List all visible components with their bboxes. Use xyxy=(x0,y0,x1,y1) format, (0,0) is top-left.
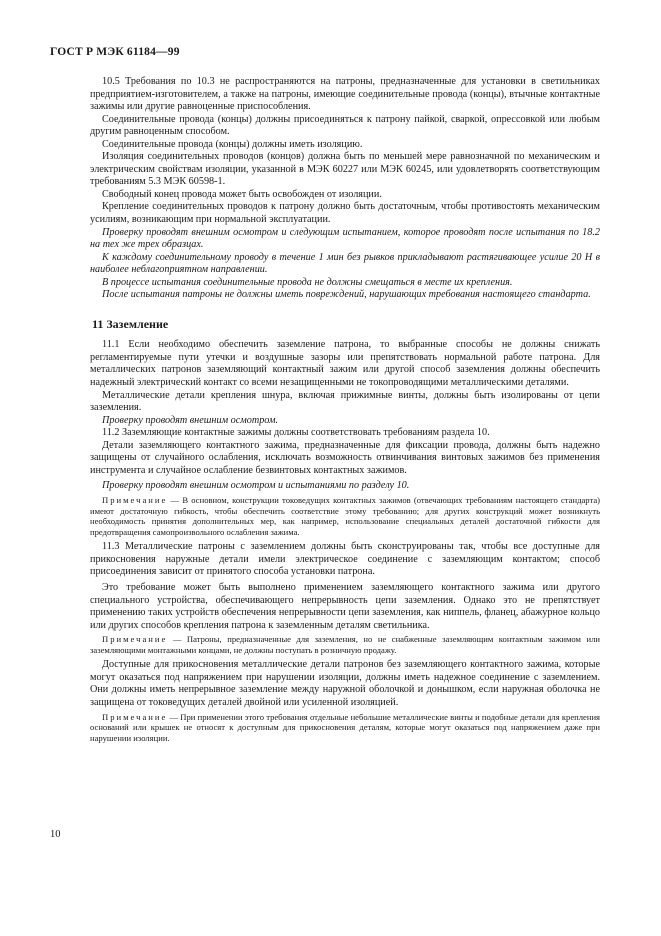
test-paragraph: В процессе испытания соединительные провода не должны смещаться в месте их крепления. xyxy=(102,276,513,288)
test-paragraph: После испытания патроны не должны иметь повреждений, нарушающих требования настоящего стандарта. xyxy=(102,289,591,301)
note-label: Примечание xyxy=(102,634,168,645)
note-label: Примечание xyxy=(102,494,168,505)
paragraph: 11.2 Заземляющие контактные зажимы должны соответствовать требованиям раздела 10. xyxy=(102,427,490,439)
paragraph: 10.5 Требования по 10.3 не распространяются на патроны, предназначенные для установки в светильниках предприятием-изготовителем, а также на патроны, имеющие соединительные провода (концы), втычные контактные зажимы или другие равноценные приспособления. xyxy=(90,76,600,113)
test-paragraph: Проверку проводят внешним осмотром. xyxy=(102,414,279,426)
note xyxy=(90,634,600,655)
paragraph: Крепление соединительных проводов к патрону должно быть достаточным, чтобы противостоять механическим усилиям, возникающим при нормальной эксплуатации. xyxy=(90,201,600,226)
paragraph: 11.1 Если необходимо обеспечить заземление патрона, то выбранные способы не должны снижать регламентируемые пути утечки и воздушные зазоры или препятствовать нормальной работе патрона. Для металлических патронов заземляющий контактный зажим или другой способ заземления должны обеспечить надежный электрический контакт со всеми незащищенными не токопроводящими металлическими деталями. xyxy=(90,339,600,389)
paragraph: Соединительные провода (концы) должны иметь изоляцию. xyxy=(102,138,363,150)
note-text: — Патроны, предназначенные для заземления, но не снабженные заземляющим контактным зажимом или заземляющими монтажными концами, не должны поступать в розничную продажу. xyxy=(90,634,600,655)
test-paragraph: Проверку проводят внешним осмотром и испытаниями по разделу 10. xyxy=(102,480,410,492)
paragraph: Доступные для прикосновения металлические детали патронов без заземляющего контактного зажима, которые могут оказаться под напряжением при нарушении изоляции, должны иметь надежное соединение с заземлением. Они должны иметь непрерывное заземление между наружной оболочкой и донышком, если наружная оболочка не защищена от токоведущих деталей двойной или усиленной изоляцией. xyxy=(90,659,600,708)
paragraph: Это требование может быть выполнено применением заземляющего контактного зажима или другого специального устройства, обеспечивающего непрерывность цепи заземления. Однако это не препятствует применению таких устройств обеспечения непрерывности цепи заземления, как ниппель, фланец, абажурное кольцо или других способов крепления патрона к заземленным деталям светильника. xyxy=(90,581,600,631)
paragraph: 11.3 Металлические патроны с заземлением должны быть сконструированы так, чтобы все доступные для прикосновения наружные детали имели электрическое соединение с заземляющим контактом; способ присоединения зависит от принятого способа установки патрона. xyxy=(90,541,600,578)
note xyxy=(90,495,600,537)
note-text: — В основном, конструкции токоведущих контактных зажимов (отвечающих требованиям настоящего стандарта) имеют достаточную гибкость, чтобы обеспечить соответствие этому требованию; для других конструкций может возникнуть необходимость принятия дополнительных мер, как например, использование специальных деталей достаточной гибкости для предотвращения самопроизвольного ослабления зажима. xyxy=(90,494,600,537)
paragraph: Соединительные провода (концы) должны присоединяться к патрону пайкой, сваркой, опрессовкой или любым другим равноценным способом. xyxy=(90,113,600,138)
paragraph: Детали заземляющего контактного зажима, предназначенные для фиксации провода, должны быть надежно защищены от случайного ослабления, исключать возможность отвинчивания винтовых зажимов без применения инструмента и случайное ослабление безвинтовых контактных зажимов. xyxy=(90,439,600,476)
paragraph: Свободный конец провода может быть освобожден от изоляции. xyxy=(102,188,382,200)
document-body xyxy=(90,76,600,747)
paragraph: Изоляция соединительных проводов (концов) должна быть по меньшей мере равнозначной по механическим и электрическим свойствам изоляции, указанной в МЭК 60227 или МЭК 60245, или удовлетворять соответствующим требованиям 5.3 МЭК 60598-1. xyxy=(90,151,600,188)
note-text: — При применении этого требования отдельные небольшие металлические винты и подобные детали для крепления оснований или крышек не относят к доступным для прикосновения деталям, которые могут оказаться под напряжением даже при нарушении изоляции. xyxy=(90,711,600,743)
note-label: Примечание xyxy=(102,711,168,722)
paragraph: Металлические детали крепления шнура, включая прижимные винты, должны быть изолированы от цепи заземления. xyxy=(90,389,600,414)
test-paragraph: К каждому соединительному проводу в течение 1 мин без рывков прикладывают растягивающее усилие 20 Н в наиболее неблагоприятном направлении. xyxy=(90,251,600,276)
section-heading: 11 Заземление xyxy=(92,316,169,331)
note xyxy=(90,712,600,744)
document-header: ГОСТ Р МЭК 61184—99 xyxy=(50,46,180,58)
test-paragraph: Проверку проводят внешним осмотром и следующим испытанием, которое проводят после испытания по 18.2 на тех же трех образцах. xyxy=(90,226,600,251)
page-number: 10 xyxy=(50,829,61,840)
